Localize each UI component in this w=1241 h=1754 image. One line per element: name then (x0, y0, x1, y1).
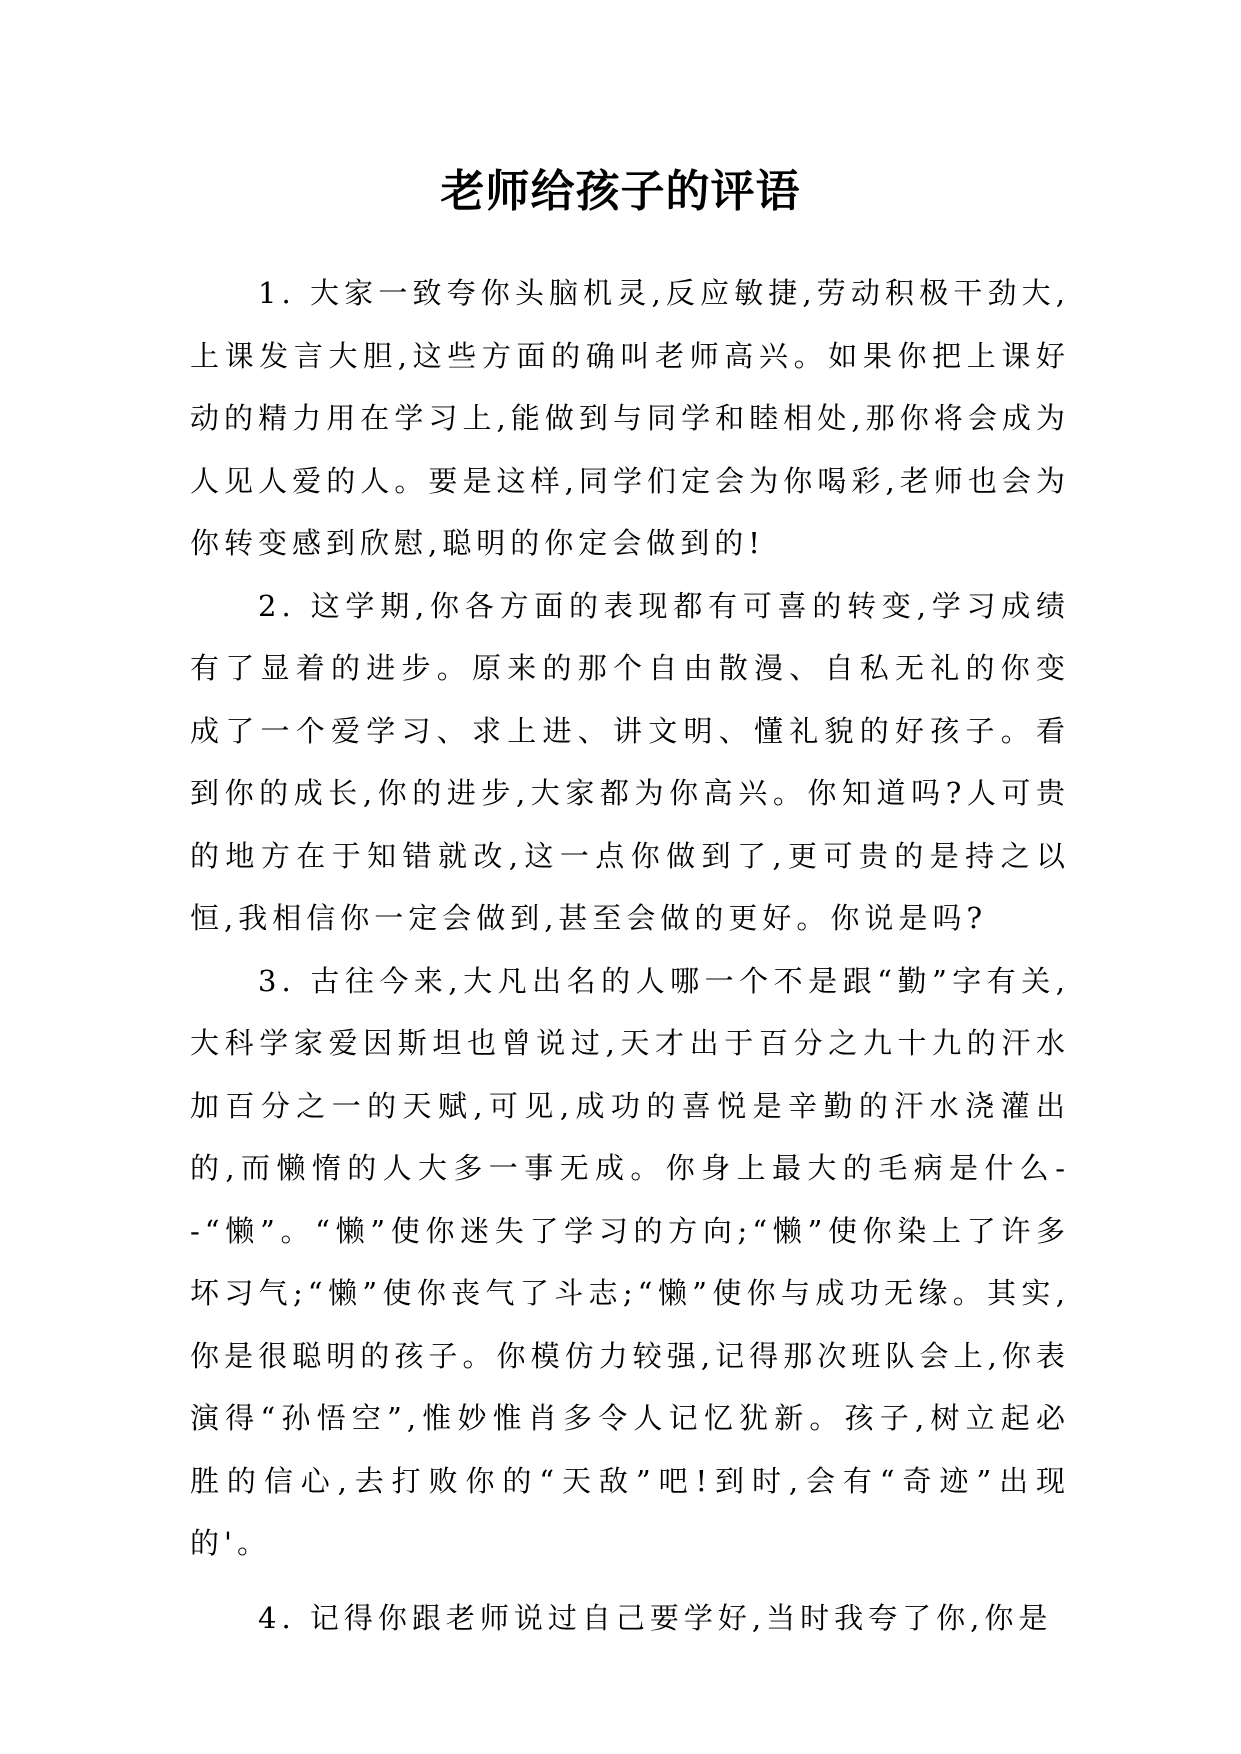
comment-paragraph-1: 1. 大家一致夸你头脑机灵,反应敏捷,劳动积极干劲大,上课发言大胆,这些方面的确叫老师高兴。如果你把上课好动的精力用在学习上,能做到与同学和睦相处,那你将会成为人见人爱的人。要是这样,同学们定会为你喝彩,老师也会为你转变感到欣慰,聪明的你定会做到的! (190, 276, 1070, 560)
document-body (190, 262, 1070, 1649)
comment-paragraph-2: 2. 这学期,你各方面的表现都有可喜的转变,学习成绩有了显着的进步。原来的那个自由散漫、自私无礼的你变成了一个爱学习、求上进、讲文明、懂礼貌的好孩子。看到你的成长,你的进步,大家都为你高兴。你知道吗?人可贵的地方在于知错就改,这一点你做到了,更可贵的是持之以恒,我相信你一定会做到,甚至会做的更好。你说是吗? (190, 588, 1070, 935)
comment-paragraph-4: 4. 记得你跟老师说过自己要学好,当时我夸了你,你是 (258, 1600, 1053, 1635)
document-title: 老师给孩子的评语 (440, 166, 801, 218)
comment-paragraph-3: 3. 古往今来,大凡出名的人哪一个不是跟“勤”字有关,大科学家爱因斯坦也曾说过,天才出于百分之九十九的汗水加百分之一的天赋,可见,成功的喜悦是辛勤的汗水浇灌出的,而懒惰的人大多一事无成。你身上最大的毛病是什么--“懒”。“懒”使你迷失了学习的方向;“懒”使你染上了许多坏习气;“懒”使你丧气了斗志;“懒”使你与成功无缘。其实,你是很聪明的孩子。你模仿力较强,记得那次班队会上,你表演得“孙悟空”,惟妙惟肖多令人记忆犹新。孩子,树立起必胜的信心,去打败你的“天敌”吧!到时,会有“奇迹”出现的'。 (190, 963, 1070, 1560)
